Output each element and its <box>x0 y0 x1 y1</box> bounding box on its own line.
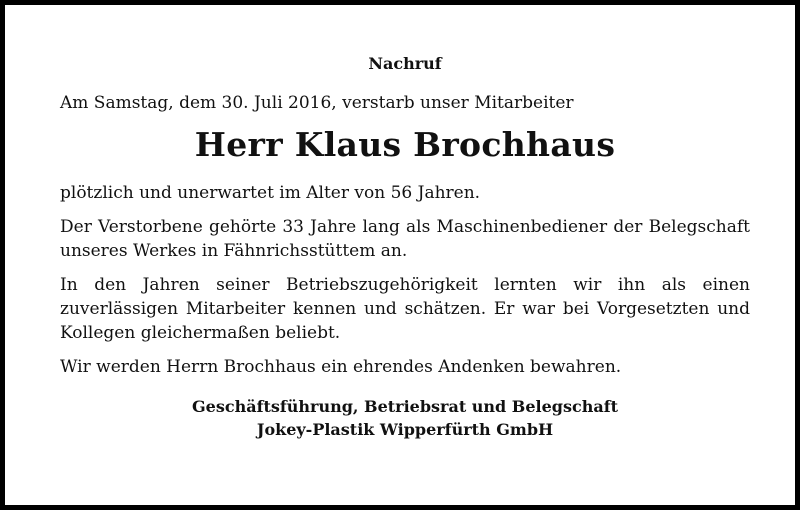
paragraph-memory: Wir werden Herrn Brochhaus ein ehrendes Andenken bewahren. <box>60 357 622 377</box>
signature-block <box>60 395 750 441</box>
intro-line: Am Samstag, dem 30. Juli 2016, verstarb unser Mitarbeiter <box>60 93 574 113</box>
obituary-heading: Nachruf <box>368 54 442 73</box>
paragraph-age: plötzlich und unerwartet im Alter von 56 Jahren. <box>60 183 481 203</box>
signature-line-2: Jokey-Plastik Wipperfürth GmbH <box>256 420 554 439</box>
obituary-content <box>60 53 750 441</box>
signature-line-1: Geschäftsführung, Betriebsrat und Belegschaft <box>192 397 618 416</box>
paragraph-appreciation: In den Jahren seiner Betriebszugehörigkeit lernten wir ihn als einen zuverlässigen Mitarbeiter kennen und schätzen. Er war bei Vorgesetzten und Kollegen gleichermaßen beliebt. <box>60 275 750 343</box>
paragraph-employment: Der Verstorbene gehörte 33 Jahre lang als Maschinenbediener der Belegschaft unseres Werkes in Fähnrichsstüttem an. <box>60 217 750 261</box>
deceased-name: Herr Klaus Brochhaus <box>194 125 616 164</box>
